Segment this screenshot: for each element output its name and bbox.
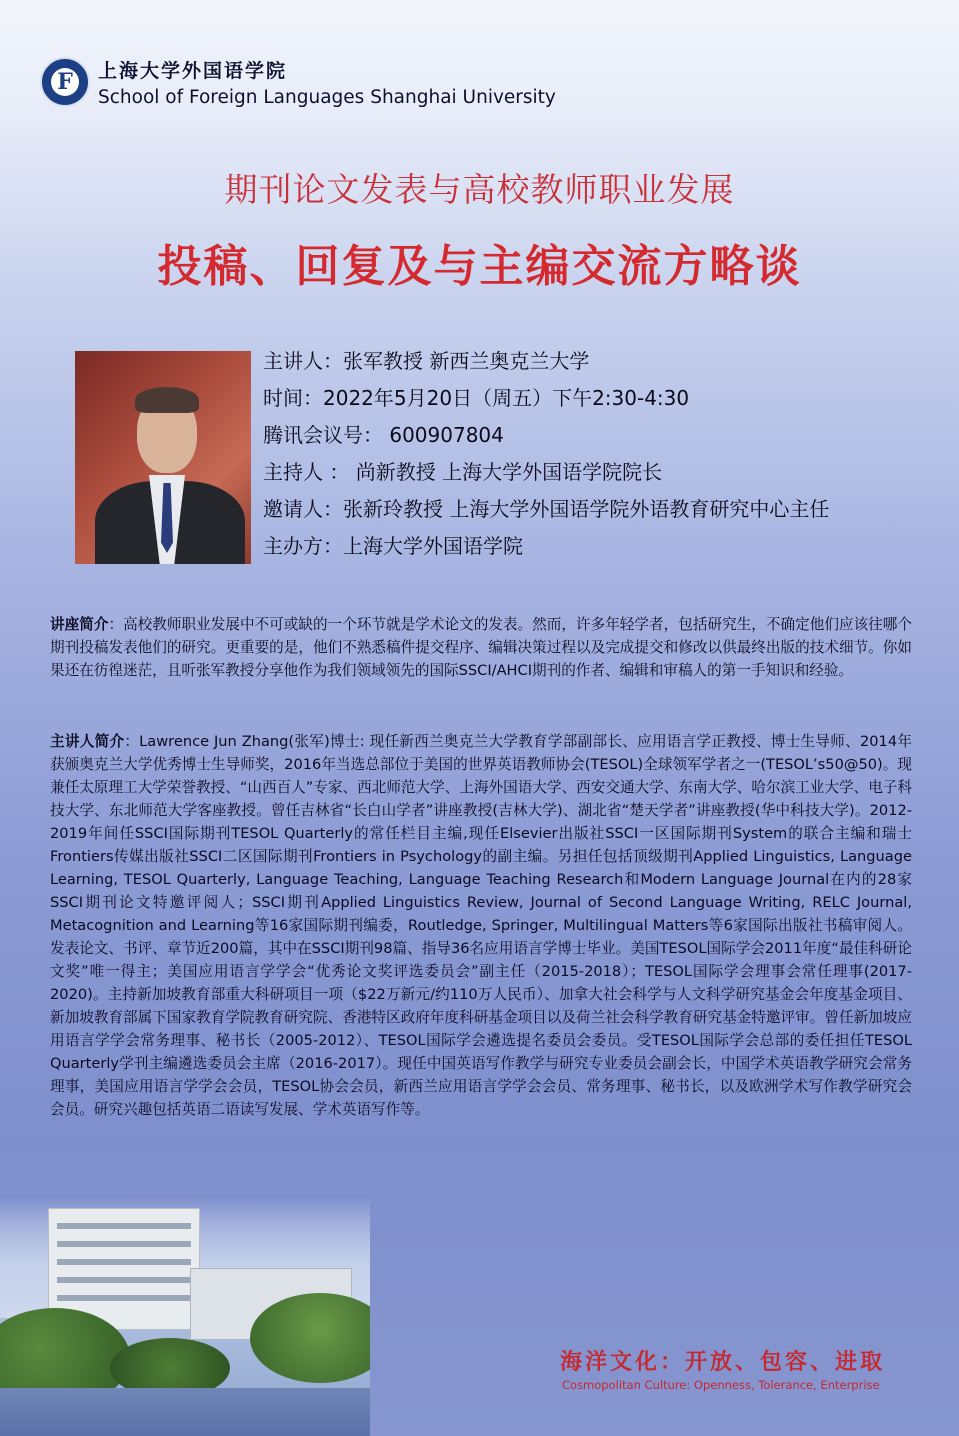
school-name-cn: 上海大学外国语学院	[98, 60, 288, 82]
school-name-en: School of Foreign Languages Shanghai University	[98, 87, 556, 108]
host-line: 主持人 ： 尚新教授 上海大学外国语学院院长	[263, 460, 663, 484]
event-info	[263, 346, 829, 568]
speaker-photo	[75, 351, 251, 564]
bio-label: 主讲人简介	[50, 733, 125, 750]
meeting-id-line: 腾讯会议号： 600907804	[263, 423, 504, 447]
university-seal-icon: F	[40, 57, 90, 107]
campus-building-image	[0, 1198, 370, 1436]
organizer-line: 主办方：上海大学外国语学院	[263, 534, 523, 558]
poster-subtitle: 投稿、回复及与主编交流方略谈	[157, 241, 802, 292]
header	[40, 56, 556, 108]
intro-label: 讲座简介	[50, 616, 109, 633]
bio-text: ：Lawrence Jun Zhang(张军)博士: 现任新西兰奥克兰大学教育学部副部长、应用语言学正教授、博士生导师、2014年获颁奥克兰大学优秀博士生导师奖，2016年当选总部位于美国的世界英语教师协会(TESOL)全球领军学者之一(TESOL’s50@50)。现兼任太原理工大学荣誉教授、“山西百人”专家、西北师范大学、上海外国语大学、西安交通大学、东南大学、哈尔滨工业大学、电子科技大学、东北师范大学客座教授。曾任吉林省“长白山学者”讲座教授(吉林大学)、湖北省“楚天学者”讲座教授(华中科技大学)。2012-2019年间任SSCI国际期刊TESOL Quarterly的常任栏目主编,现任Elsevier出版社SSCI一区国际期刊System的联合主编和瑞士Frontiers传媒出版社SSCI二区国际期刊Frontiers in Psychology的副主编。另担任包括顶级期刊Applied Linguistics, Language Learning, TESOL Quarterly, Language Teaching, Language Teaching Research和Modern Language Journal在内的28家SSCI期刊论文特邀评阅人；SSCI期刊Applied Linguistics Review, Journal of Second Language Writing, RELC Journal, Metacognition and Learning等16家国际期刊编委，Routledge, Springer, Multilingual Matters等6家国际出版社书稿审阅人。发表论文、书评、章节近200篇，其中在SSCI期刊98篇、指导36名应用语言学博士毕业。美国TESOL国际学会2011年度“最佳科研论文奖”唯一得主；美国应用语言学学会“优秀论文奖评选委员会”副主任（2015-2018）；TESOL国际学会理事会常任理事(2017-2020)。主持新加坡教育部重大科研项目一项（$22万新元/约110万人民币）、加拿大社会科学与人文科学研究基金会年度基金项目、新加坡教育部属下国家教育学院教育研究院、香港特区政府年度科研基金项目以及荷兰社会科学教育研究基金特邀评审。曾任新加坡应用语言学学会常务理事、秘书长（2005-2012）、TESOL国际学会遴选提名委员会委员。受TESOL国际学会总部的委任担任TESOL Quarterly学刊主编遴选委员会主席（2016-2017）。现任中国英语写作教学与研究专业委员会副会长，中国学术英语教学研究会常务理事，美国应用语言学学会会员，TESOL协会会员，新西兰应用语言学学会会员、常务理事、秘书长，以及欧洲学术写作教学研究会会员。研究兴趣包括英语二语读写发展、学术英语写作等。	[50, 733, 912, 1118]
motto-cn: 海洋文化：开放、包容、进取	[560, 1349, 886, 1375]
speaker-line: 主讲人：张军教授 新西兰奥克兰大学	[263, 349, 590, 373]
poster-title: 期刊论文发表与高校教师职业发展	[224, 170, 735, 209]
time-line: 时间：2022年5月20日（周五）下午2:30-4:30	[263, 386, 690, 410]
school-name	[98, 56, 556, 108]
motto-en: Cosmopolitan Culture: Openness, Tolerance, Enterprise	[562, 1378, 880, 1392]
lecture-introduction	[50, 613, 912, 682]
speaker-biography	[50, 730, 912, 1121]
inviter-line: 邀请人：张新玲教授 上海大学外国语学院外语教育研究中心主任	[263, 497, 830, 521]
intro-text: ：高校教师职业发展中不可或缺的一个环节就是学术论文的发表。然而，许多年轻学者，包括研究生，不确定他们应该往哪个期刊投稿发表他们的研究。更重要的是，他们不熟悉稿件提交程序、编辑决策过程以及完成提交和修改以供最终出版的技术细节。你如果还在彷徨迷茫，且听张军教授分享他作为我们领域领先的国际SSCI/AHCI期刊的作者、编辑和审稿人的第一手知识和经验。	[50, 616, 912, 679]
